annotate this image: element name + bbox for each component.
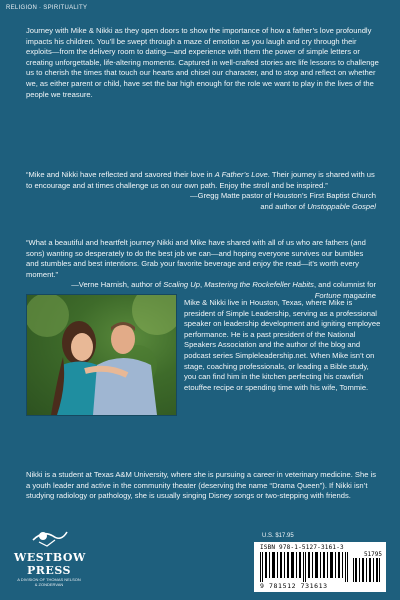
author-bio-mike [26, 298, 382, 414]
quote2-text: “What a beautiful and heartfelt journey Nikki and Mike have shared with all of us who are fathers (and sons) wanting so desperately to do the best job we can—and hoping everyone survives our bumbles and stumbles and best intentions. Grab your favorite beverage and enjoy the read—it’s worth every moment.” [26, 238, 366, 279]
isbn-label: ISBN 978-1-5127-3161-3 [260, 544, 344, 551]
category-label: RELIGION · SPIRITUALITY [6, 5, 88, 11]
endorsement-quote-1 [26, 170, 376, 212]
publisher-logo [14, 526, 84, 587]
barcode-digits: 9 781512 731613 [260, 582, 328, 590]
quote1-attribution [26, 191, 376, 212]
endorsement-quote-2 [26, 238, 376, 302]
price-label: U.S. $17.95 [262, 533, 294, 539]
author-bio-nikki: Nikki is a student at Texas A&M University, where she is pursuing a career in veterinary medicine. She is a youth leader and active in the community theater (deserving the name “Drama Queen”). If Nikki isn’t studying radiology or pathology, she is usually singing Disney songs or two-stepping with friends. [26, 470, 377, 501]
quote1-text: “Mike and Nikki have reflected and savored their love in [26, 170, 215, 179]
barcode-addon-digits: 51795 [363, 551, 382, 558]
quote2-attr-suffix: magazine [340, 290, 376, 300]
quote2-attr-sep: , [199, 280, 205, 290]
book-blurb: Journey with Mike & Nikki as they open doors to show the importance of how a father’s love profoundly impacts his children. You’ll be swept through a maze of emotion as you laugh and cry through their exploits—from the delivery room to dating—and experience with them the power of simple letters or creating unforgettable, life-altering moments. Captured in well-crafted stories are life lessons to challenge us to cherish the times that touch our hearts and chisel our character, and to stop and reflect on whether we, as either parent or child, have set the bar high enough for the role we want to play in the lives of the people we treasure. [26, 26, 379, 99]
quote1-text-end: . Their journey is shared with us to encourage and at times challenge us on our own path. Enjoy the stroll and be inspired.” [26, 170, 375, 190]
barcode-main-bars [260, 552, 350, 582]
west-wind-icon [29, 526, 69, 548]
barcode-addon-bars [353, 558, 381, 582]
publisher-tagline-2: & ZONDERVAN [34, 582, 64, 587]
publisher-name: WESTBOW PRESS [14, 551, 86, 577]
publisher-tagline-1: A DIVISION OF THOMAS NELSON [17, 577, 81, 582]
quote2-attr-prefix: —Verne Harnish, author of [71, 280, 164, 290]
quote1-book-title: A Father’s Love [214, 170, 268, 179]
quote2-attr-mid: , and columnist for [313, 280, 376, 290]
quote1-attr-line1: —Gregg Matte pastor of Houston’s First Baptist Church [190, 191, 376, 201]
quote2-attr-book1: Scaling Up [163, 280, 200, 290]
photo-spacer [26, 298, 179, 414]
author-bio-mike-text: Mike & Nikki live in Houston, Texas, where Mike is president of Simple Leadership, serving as a professional speaker on leadership development and igniting employee performance. He is a past president of the National Speakers Association and the author of the blog and podcast series Simpleleadership.net. When Mike isn’t on stage, coaching professionals, or leading a Bible study, you can find him in the kitchen perfecting his crawfish etouffee recipe or spending time with his wife, Tommie. [184, 298, 381, 392]
quote2-attr-magazine: Fortune [314, 290, 341, 300]
quote1-attr-line2: and author of [260, 201, 308, 211]
quote2-attr-book2: Mastering the Rockefeller Habits [204, 280, 314, 290]
quote1-attr-book: Unstoppable Gospel [307, 201, 376, 211]
isbn-barcode [254, 542, 386, 592]
